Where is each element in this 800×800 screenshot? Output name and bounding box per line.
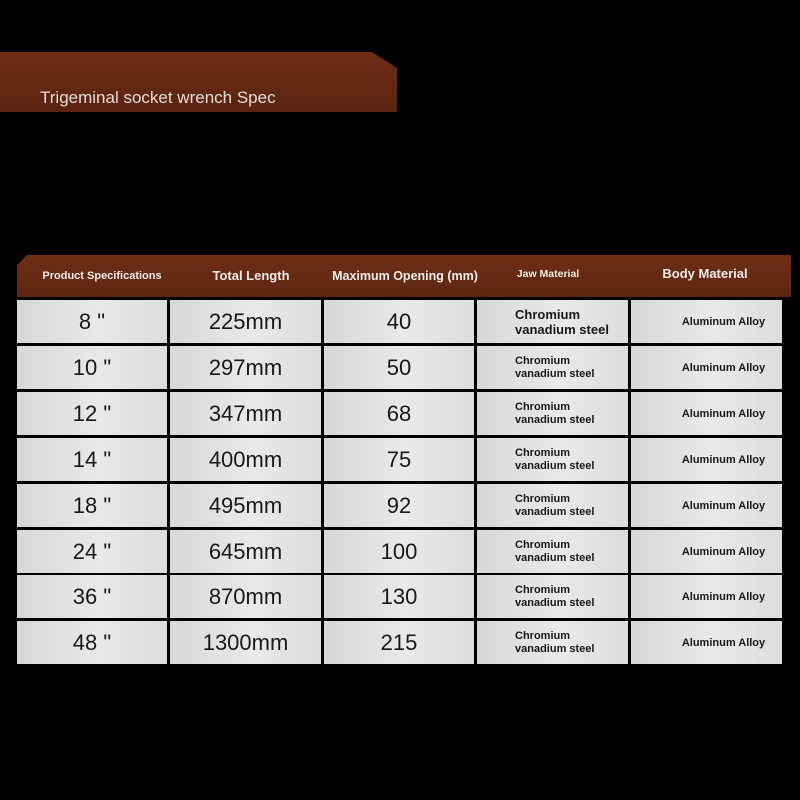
cell-maximum-opening-text: 215: [380, 629, 418, 655]
cell-total-length: [170, 438, 321, 481]
jaw-material-line-1: Chromium: [515, 492, 570, 505]
column-header-body-material: Body Material: [662, 266, 748, 281]
cell-total-length-text: 225mm: [208, 308, 283, 334]
cell-jaw-material: [477, 575, 628, 618]
cell-total-length-text: 1300mm: [202, 629, 289, 655]
jaw-material-line-2: vanadium steel: [515, 642, 595, 655]
body-material-text: Aluminum Alloy: [681, 590, 766, 603]
cell-product-specification: [17, 300, 167, 343]
cell-total-length: [170, 530, 321, 573]
cell-maximum-opening-text: 68: [386, 400, 412, 426]
cell-total-length-text: 645mm: [208, 538, 283, 564]
cell-maximum-opening: [324, 392, 474, 435]
cell-total-length: [170, 484, 321, 527]
jaw-material-line-1: Chromium: [515, 629, 570, 642]
cell-product-specification-text: 8 ": [78, 308, 106, 334]
jaw-material-line-1: Chromium: [515, 354, 570, 367]
cell-product-specification-text: 14 ": [72, 446, 112, 472]
jaw-material-line-2: vanadium steel: [515, 413, 595, 426]
jaw-material-line-1: Chromium: [515, 446, 570, 459]
cell-product-specification-text: 24 ": [72, 538, 112, 564]
cell-total-length: [170, 300, 321, 343]
jaw-material-line-2: vanadium steel: [515, 321, 609, 337]
body-material-text: Aluminum Alloy: [681, 636, 766, 649]
cell-product-specification-text: 48 ": [72, 629, 112, 655]
cell-product-specification: [17, 392, 167, 435]
cell-maximum-opening: [324, 346, 474, 389]
cell-body-material: [631, 575, 782, 618]
cell-product-specification-text: 10 ": [72, 354, 112, 380]
body-material-text: Aluminum Alloy: [681, 545, 766, 558]
jaw-material-line-1: Chromium: [515, 538, 570, 551]
cell-maximum-opening: [324, 530, 474, 573]
column-header-total-length: Total Length: [212, 268, 290, 283]
cell-total-length: [170, 392, 321, 435]
cell-maximum-opening: [324, 621, 474, 664]
jaw-material-line-1: Chromium: [515, 306, 580, 322]
cell-maximum-opening-text: 50: [386, 354, 412, 380]
cell-jaw-material: [477, 484, 628, 527]
body-material-text: Aluminum Alloy: [681, 407, 766, 420]
cell-body-material: [631, 530, 782, 573]
cell-product-specification-text: 12 ": [72, 400, 112, 426]
column-header-product-specifications: Product Specifications: [42, 270, 162, 282]
cell-total-length: [170, 575, 321, 618]
cell-maximum-opening: [324, 484, 474, 527]
body-material-text: Aluminum Alloy: [681, 453, 766, 466]
jaw-material-line-2: vanadium steel: [515, 596, 595, 609]
cell-body-material: [631, 484, 782, 527]
cell-body-material: [631, 621, 782, 664]
cell-total-length: [170, 346, 321, 389]
cell-body-material: [631, 346, 782, 389]
cell-product-specification: [17, 438, 167, 481]
cell-product-specification: [17, 346, 167, 389]
jaw-material-line-2: vanadium steel: [515, 551, 595, 564]
cell-maximum-opening-text: 130: [380, 583, 418, 609]
cell-product-specification: [17, 530, 167, 573]
cell-maximum-opening-text: 40: [386, 308, 412, 334]
cell-product-specification: [17, 484, 167, 527]
jaw-material-line-1: Chromium: [515, 583, 570, 596]
body-material-text: Aluminum Alloy: [681, 361, 766, 374]
cell-total-length-text: 347mm: [208, 400, 283, 426]
jaw-material-line-2: vanadium steel: [515, 459, 595, 472]
cell-maximum-opening: [324, 575, 474, 618]
cell-total-length-text: 297mm: [208, 354, 283, 380]
cell-total-length-text: 870mm: [208, 583, 283, 609]
cell-product-specification: [17, 621, 167, 664]
cell-jaw-material: [477, 346, 628, 389]
column-header-jaw-material: Jaw Material: [516, 268, 580, 280]
body-material-text: Aluminum Alloy: [681, 315, 766, 328]
jaw-material-line-1: Chromium: [515, 400, 570, 413]
column-header-maximum-opening: Maximum Opening (mm): [332, 269, 478, 283]
cell-total-length-text: 400mm: [208, 446, 283, 472]
cell-body-material: [631, 392, 782, 435]
body-material-text: Aluminum Alloy: [681, 499, 766, 512]
cell-maximum-opening: [324, 438, 474, 481]
jaw-material-line-2: vanadium steel: [515, 367, 595, 380]
cell-body-material: [631, 300, 782, 343]
cell-body-material: [631, 438, 782, 481]
cell-jaw-material: [477, 530, 628, 573]
cell-jaw-material: [477, 392, 628, 435]
cell-maximum-opening-text: 100: [380, 538, 418, 564]
cell-maximum-opening-text: 92: [386, 492, 412, 518]
page-title: Trigeminal socket wrench Spec: [40, 88, 276, 107]
cell-jaw-material: [477, 300, 628, 343]
cell-maximum-opening-text: 75: [386, 446, 412, 472]
cell-total-length-text: 495mm: [208, 492, 283, 518]
cell-product-specification-text: 18 ": [72, 492, 112, 518]
cell-product-specification-text: 36 ": [72, 583, 112, 609]
cell-maximum-opening: [324, 300, 474, 343]
cell-total-length: [170, 621, 321, 664]
cell-jaw-material: [477, 438, 628, 481]
jaw-material-line-2: vanadium steel: [515, 505, 595, 518]
cell-product-specification: [17, 575, 167, 618]
cell-jaw-material: [477, 621, 628, 664]
